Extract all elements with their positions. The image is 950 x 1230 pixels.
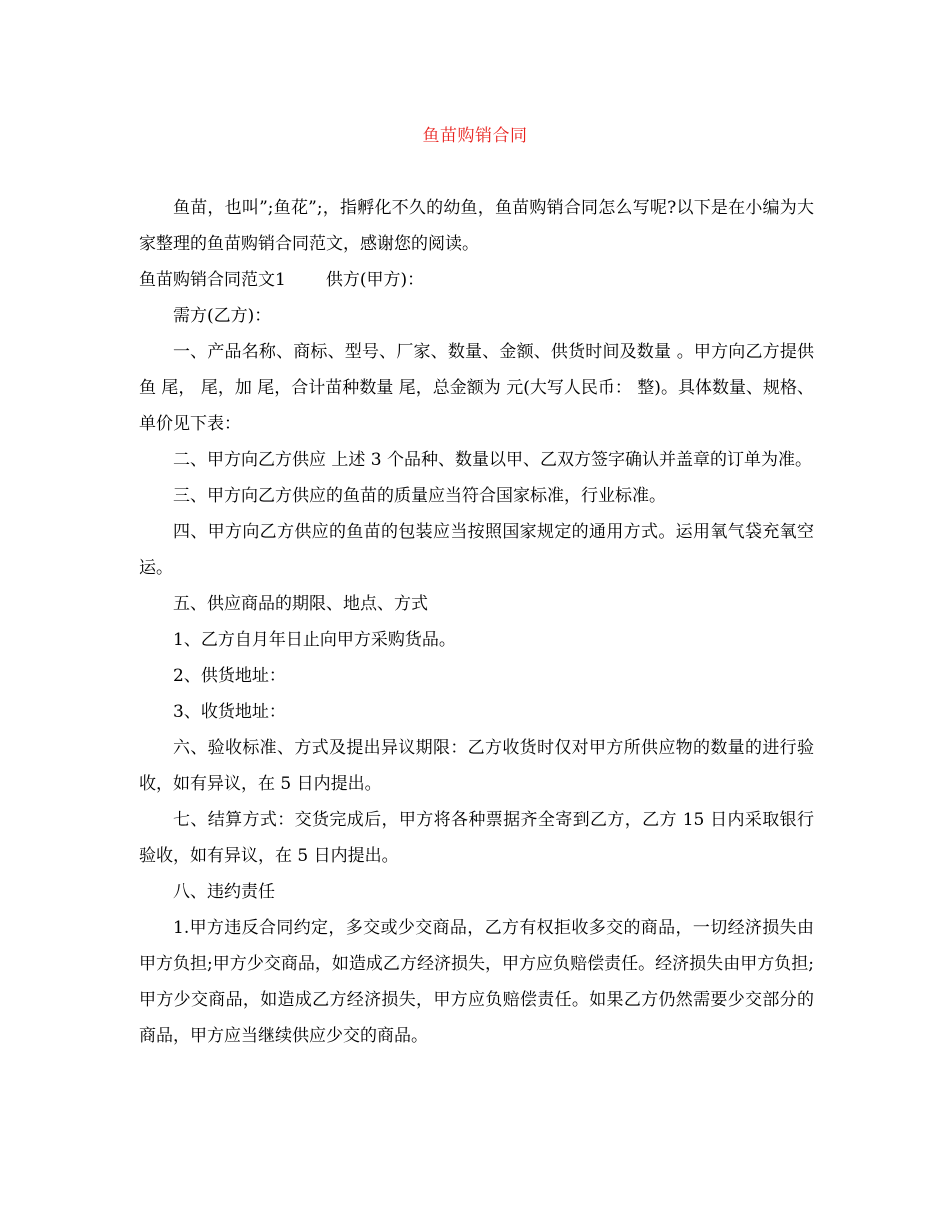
clause-5: 五、供应商品的期限、地点、方式 bbox=[173, 594, 428, 614]
clause-1: 一、产品名称、商标、型号、厂家、数量、金额、供货时间及数量 。甲方向乙方提供 鱼 尾， 尾，加 尾，合计苗种数量 尾，总金额为 元(大写人民币： 整)。具体数量、规格、单价见下表： bbox=[139, 342, 814, 434]
buyer-label: 需方(乙方)： bbox=[173, 306, 272, 326]
sample-heading: 鱼苗购销合同范文1 bbox=[139, 270, 286, 290]
document-title: 鱼苗购销合同 bbox=[422, 126, 528, 146]
clause-4: 四、甲方向乙方供应的鱼苗的包装应当按照国家规定的通用方式。运用氧气袋充氧空运。 bbox=[139, 522, 814, 578]
clause-5-item-1: 1、乙方自月年日止向甲方采购货品。 bbox=[173, 630, 456, 650]
document-body bbox=[139, 190, 814, 1054]
intro-paragraph: 鱼苗，也叫”;鱼花”;，指孵化不久的幼鱼，鱼苗购销合同怎么写呢?以下是在小编为大家整理的鱼苗购销合同范文，感谢您的阅读。 bbox=[139, 198, 814, 254]
clause-2: 二、甲方向乙方供应 上述 3 个品种、数量以甲、乙双方签字确认并盖章的订单为准。 bbox=[173, 450, 813, 470]
clause-8: 八、违约责任 bbox=[173, 882, 275, 902]
clause-6: 六、验收标准、方式及提出异议期限：乙方收货时仅对甲方所供应物的数量的进行验收，如有异议，在 5 日内提出。 bbox=[139, 738, 814, 794]
clause-8-item-1: 1.甲方违反合同约定，多交或少交商品，乙方有权拒收多交的商品，一切经济损失由甲方负担;甲方少交商品，如造成乙方经济损失，甲方应负赔偿责任。经济损失由甲方负担;甲方少交商品，如造成乙方经济损失，甲方应负赔偿责任。如果乙方仍然需要少交部分的商品，甲方应当继续供应少交的商品。 bbox=[139, 918, 814, 1046]
supplier-label: 供方(甲方)： bbox=[325, 270, 425, 290]
clause-3: 三、甲方向乙方供应的鱼苗的质量应当符合国家标准，行业标准。 bbox=[173, 486, 666, 506]
sample-heading-line bbox=[139, 262, 814, 298]
clause-5-item-3: 3、收货地址： bbox=[173, 702, 286, 722]
clause-5-item-2: 2、供货地址： bbox=[173, 666, 286, 686]
clause-7: 七、结算方式：交货完成后，甲方将各种票据齐全寄到乙方，乙方 15 日内采取银行验收，如有异议，在 5 日内提出。 bbox=[139, 810, 814, 866]
